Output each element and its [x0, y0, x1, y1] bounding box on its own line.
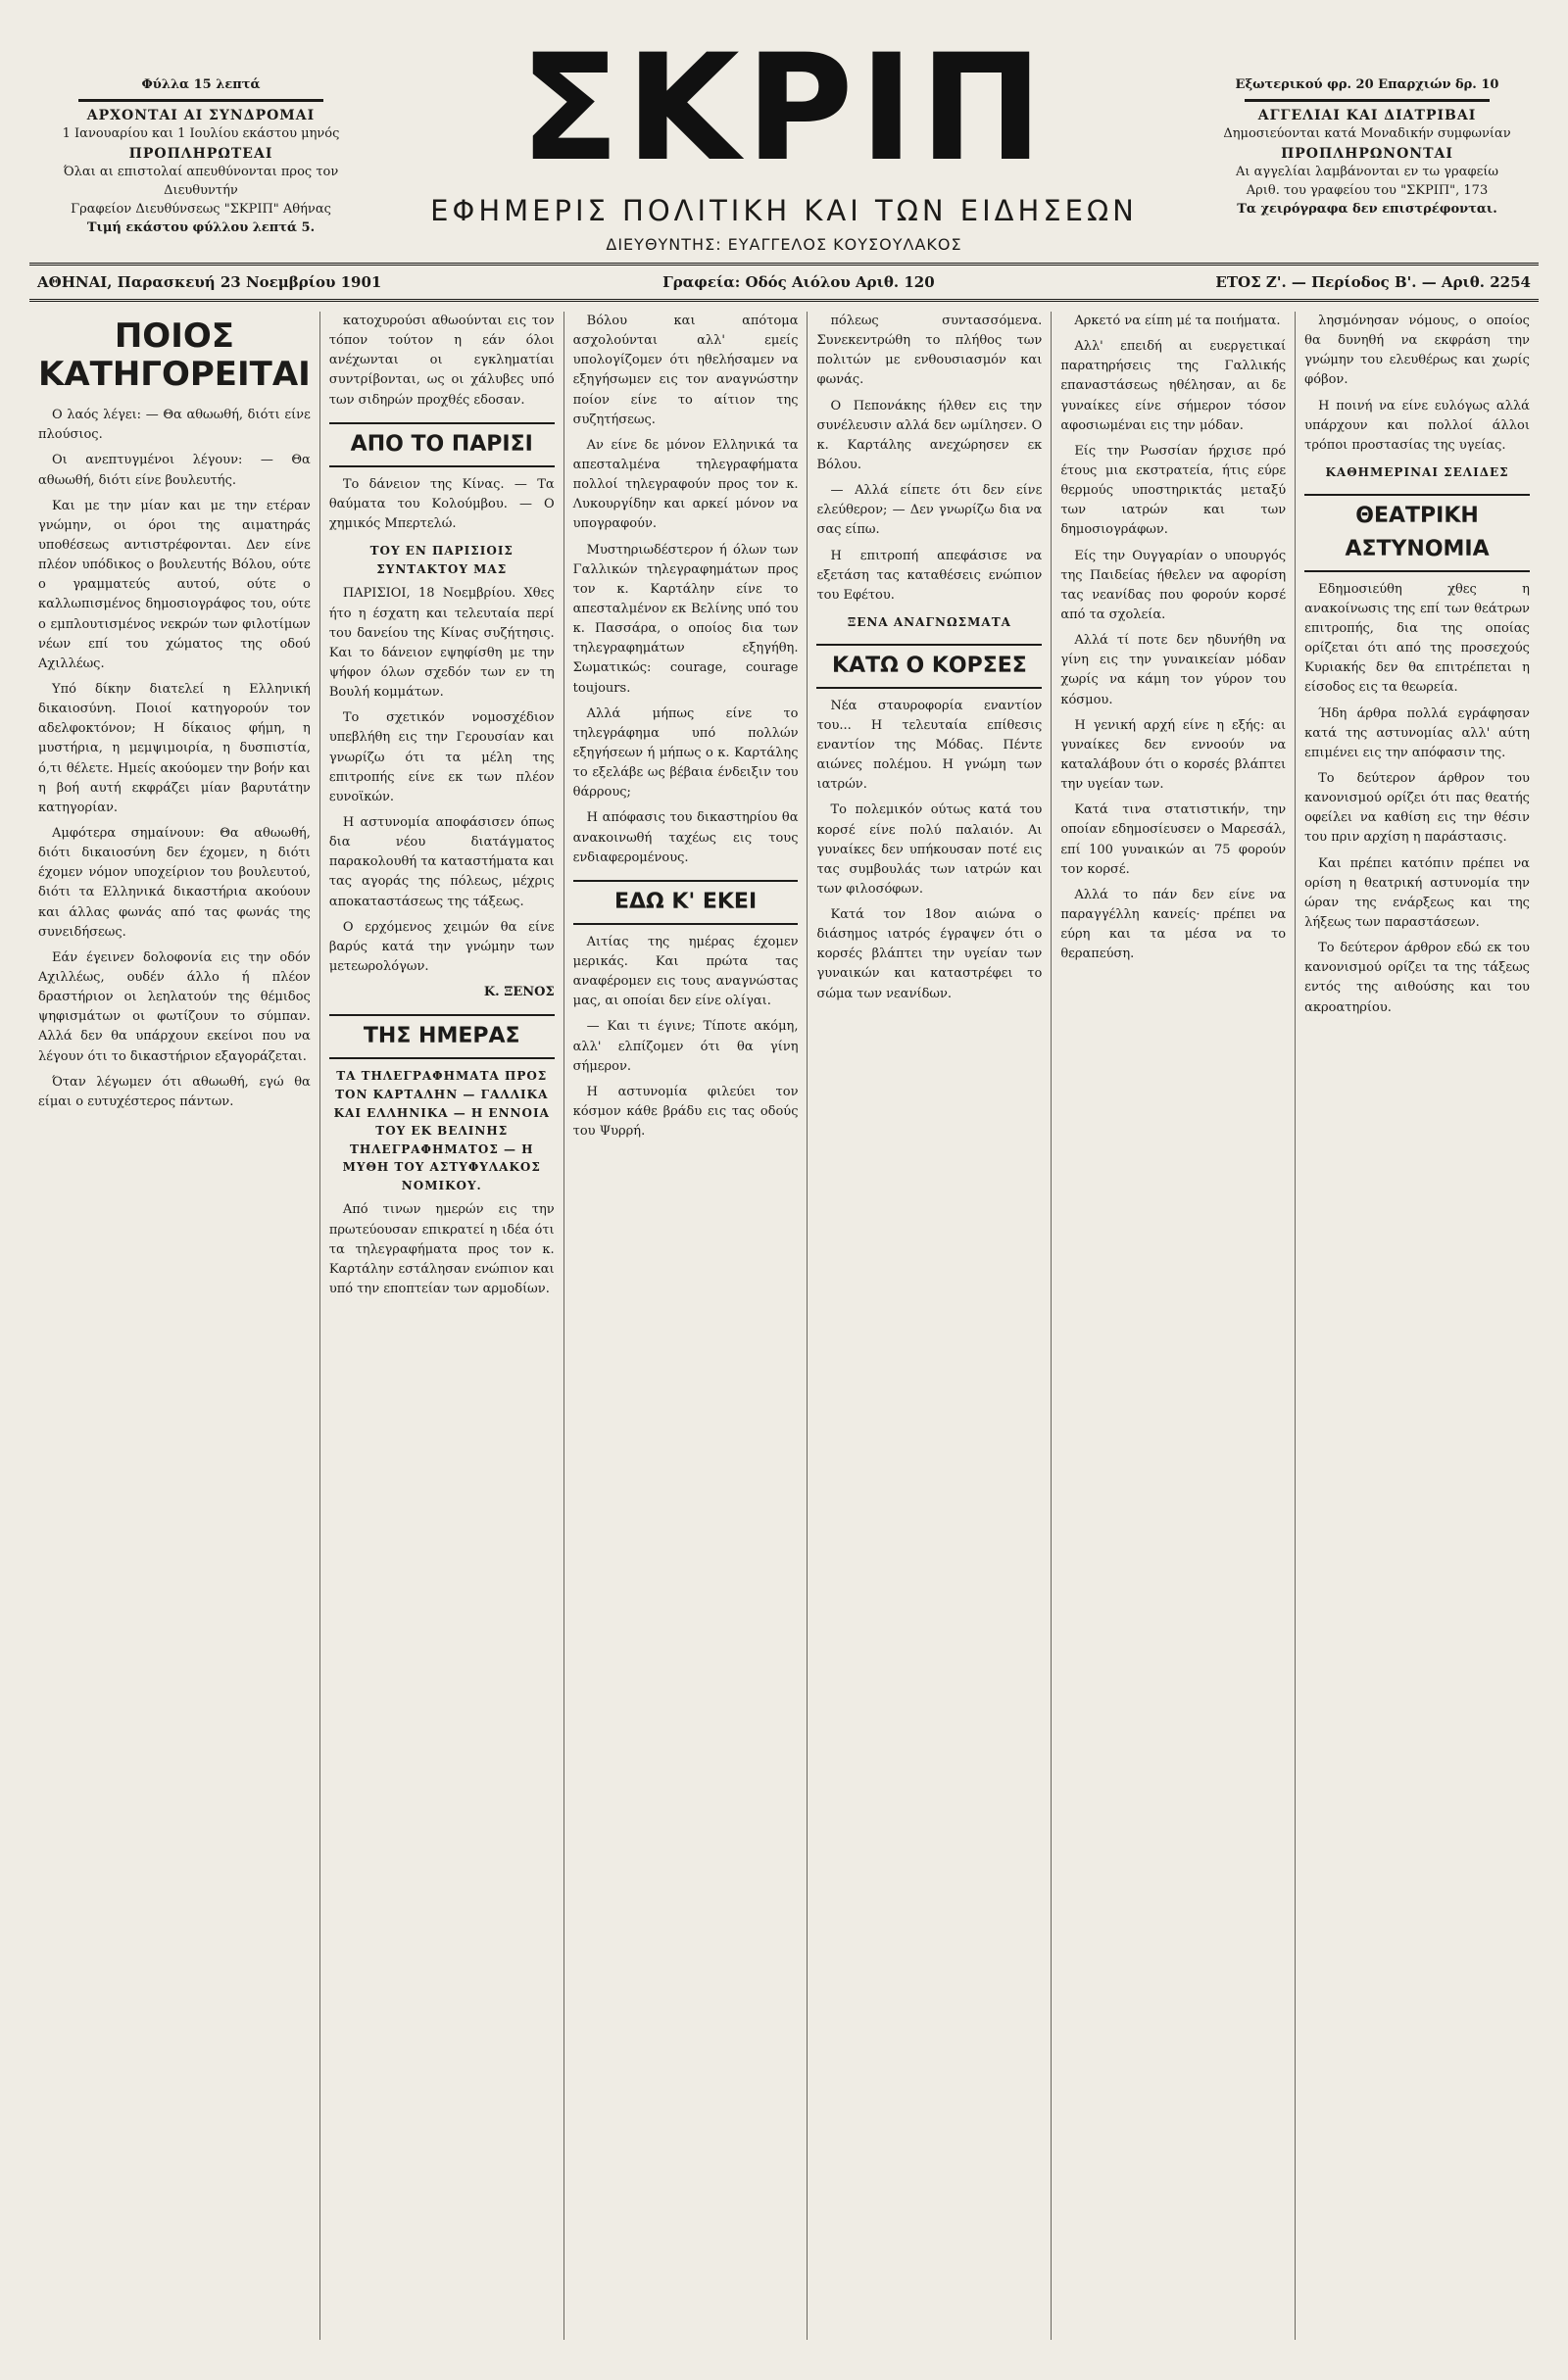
headline-down-with-corset: ΚΑΤΩ Ο ΚΟΡΣΕΣ: [816, 644, 1042, 689]
paragraph: Όταν λέγωμεν ότι αθωωθή, εγώ θα είμαι ο ευτυχέστερος πάντων.: [38, 1074, 311, 1109]
prepaid-label-right: ΠΡΟΠΛΗΡΩΝΟΝΤΑΙ: [1281, 145, 1453, 162]
article-columns: [29, 312, 1539, 2340]
paragraph: — Και τι έγινε; Τίποτε ακόμη, αλλ' ελπίζομεν ότι θα γίνη σήμερον.: [572, 1019, 799, 1074]
paragraph: Και με την μίαν και με την ετέραν γνώμην, οι όροι της αιματηράς υποθέσεως αντιστρέφονται. Δεν είνε πλέον υπόδικος ο βουλευτής Βόλου, ούτε ο γραμματεύς αυτού, ούτε ο καλλωπισμένος δημοσιογράφος του, ούτε ο εμπλουτισμένος νεκρών των φιλοτίμων νέων επί του χώματος της οδού Αχιλλέως.: [38, 498, 311, 671]
paragraph: Η γενική αρχή είνε η εξής: αι γυναίκες δεν εννοούν να καταλάβουν ότι ο κορσές βλάπτει την υγείαν των.: [1060, 717, 1287, 793]
newspaper-page: [29, 18, 1539, 2340]
headline-who-is-accused: ΠΟΙΟΣ ΚΑΤΗΓΟΡΕΙΤΑΙ: [38, 316, 311, 395]
paragraph: Κατά τον 18ον αιώνα ο διάσημος ιατρός έγραψεν ότι ο κορσές βλάπτει την υγείαν των γυναικών και καταστρέφει το σώμα των νεανίδων.: [816, 907, 1043, 1001]
paragraph: Αλλά τί ποτε δεν ηδυνήθη να γίνη εις την γυναικείαν μόδαν χωρίς να κάμη τον γύρον του κόσμου.: [1060, 633, 1287, 707]
column-1: [29, 312, 320, 2340]
paragraph: Το δάνειον της Κίνας. — Τα θαύματα του Κολούμβου. — Ο χημικός Μπερτελώ.: [328, 476, 555, 532]
paragraph: Το δεύτερον άρθρον εδώ εκ του κανονισμού ορίζει τα της τάξεως εντός της αιθούσης και του ακροατηρίου.: [1304, 941, 1530, 1015]
paragraph: Μυστηριωδέστερον ή όλων των Γαλλικών τηλεγραφημάτων προς τον κ. Καρτάλην είνε το απεσταλμένον εκ Βελίνης υπό του κ. Πασσάρα, ο οποίος δια των τηλεγραφημάτων εξηγήθη. Σωματικώς: courage, courage toujours.: [572, 542, 799, 696]
advertising-box: [1205, 76, 1529, 219]
paragraph: Αμφότερα σημαίνουν: Θα αθωωθή, διότι δικαιοσύνη δεν έχομεν, η διότι έχομεν νόμον υποχείριον του βουλευτού, διότι τα Ελληνικά δικαστήρια ακούουν και άλλας φωνάς από τας φωνάς της συνειδήσεως.: [38, 826, 311, 940]
paragraph: Βόλου και απότομα ασχολούνται αλλ' εμείς υπολογίζομεν ότι ηθελήσαμεν να εξηγήσωμεν εις τον αναγνώστην ποίον είνε το αίτιον της συζητήσεως.: [572, 314, 799, 427]
ads-office: Αριθ. του γραφείου του "ΣΚΡΙΠ", 173: [1246, 183, 1489, 199]
issue-number: ΕΤΟΣ Ζ'. — Περίοδος Β'. — Αριθ. 2254: [1215, 273, 1531, 291]
ads-note: Αι αγγελίαι λαμβάνονται εν τω γραφείω: [1235, 165, 1499, 180]
paragraph: Οι ανεπτυγμένοι λέγουν: — Θα αθωωθή, διότι είνε βουλευτής.: [38, 453, 311, 488]
right-price: Εξωτερικού φρ. 20 Επαρχιών δρ. 10: [1235, 77, 1499, 92]
paragraph: Αρκετό να είπη μέ τα ποιήματα.: [1074, 314, 1281, 328]
ads-heading: ΑΓΓΕΛΙΑΙ ΚΑΙ ΔΙΑΤΡΙΒΑΙ: [1257, 107, 1477, 123]
paragraph: Υπό δίκην διατελεί η Ελληνική δικαιοσύνη. Ποιοί κατηγορούν τον αδελφοκτόνον; Η δίκαιος φήμη, η μυστήρια, η μεμψιμοιρία, η δυσπιστία, ό,τι θέλετε. Ημείς ακούομεν την βοήν και η βοή αυτή εκφράζει μίαν βαρυτάτην κατηγορίαν.: [38, 682, 311, 815]
headline-from-paris: ΑΠΟ ΤΟ ΠΑΡΙΣΙ: [329, 422, 555, 467]
paragraph: Αλλ' επειδή αι ευεργετικαί παρατηρήσεις της Γαλλικής επαναστάσεως ηθέλησαν, αι δε γυναίκες είνε σήμερον τόσον αφοσιωμέναι εις την μόδαν.: [1060, 339, 1287, 433]
section-foreign-readings: ΞΕΝΑ ΑΝΑΓΝΩΣΜΑΤΑ: [847, 614, 1011, 629]
subheadline: ΤΑ ΤΗΛΕΓΡΑΦΗΜΑΤΑ ΠΡΟΣ ΤΟΝ ΚΑΡΤΑΛΗΝ — ΓΑΛΛΙΚΑ ΚΑΙ ΕΛΛΗΝΙΚΑ — Η ΕΝΝΟΙΑ ΤΟΥ ΕΚ ΒΕΛΙΝΗΣ ΤΗΛΕΓΡΑΦΗΜΑΤΟΣ — Η ΜΥΘΗ ΤΟΥ ΑΣΤΥΦΥΛΑΚΟΣ ΝΟΜΙΚΟΥ.: [333, 1069, 550, 1192]
correspondent-label: ΤΟΥ ΕΝ ΠΑΡΙΣΙΟΙΣ ΣΥΝΤΑΚΤΟΥ ΜΑΣ: [369, 544, 514, 576]
paragraph: Αλλά το πάν δεν είνε να παραγγέλλη κανείς· πρέπει να εύρη και τα μέσα να το θεραπεύση.: [1060, 887, 1287, 962]
prepaid-label: ΠΡΟΠΛΗΡΩΤΕΑΙ: [128, 145, 273, 162]
paragraph: — Αλλά είπετε ότι δεν είνε ελεύθερον; — Δεν γνωρίζω δια να σας είπω.: [816, 483, 1043, 538]
ads-text: Δημοσιεύονται κατά Μοναδικήν συμφωνίαν: [1223, 126, 1511, 142]
paragraph: Νέα σταυροφορία εναντίον του... Η τελευταία επίθεσις εναντίον της Μόδας. Πέντε αιώνες πολέμου. Η γνώμη των ιατρών.: [816, 698, 1043, 793]
paragraph: Το σχετικόν νομοσχέδιον υπεβλήθη εις την Γερουσίαν και γνωρίζω ότι τα μέλη της επιτροπής είνε εκ των πλέον ευνοϊκών.: [328, 710, 555, 804]
paragraph: Ήδη άρθρα πολλά εγράφησαν κατά της αστυνομίας αλλ' αύτη επιμένει εις την απόφασιν της.: [1304, 705, 1530, 760]
paragraph: Κατά τινα στατιστικήν, την οποίαν εδημοσίευσεν ο Μαρεσάλ, επί 100 γυναικών αι 75 φορούν τον κορσέ.: [1060, 802, 1287, 877]
paragraph: Ο Πεπονάκης ήλθεν εις την συνέλευσιν αλλά δεν ωμίλησεν. Ο κ. Καρτάλης ανεχώρησεν εκ Βόλου.: [816, 398, 1043, 472]
paragraph: λησμόνησαν νόμους, ο οποίος θα δυνηθή να εκφράση την γνώμην του ελευθέρως και χωρίς φόβον.: [1304, 314, 1530, 388]
column-3: [564, 312, 808, 2340]
paragraph: Η αστυνομία αποφάσισεν όπως δια νέου διατάγματος παρακολουθή τα καταστήματα και τας αγοράς της πόλεως, μέχρις αποκαταστάσεως της τάξεως.: [328, 814, 555, 909]
headline-theatre-police: ΘΕΑΤΡΙΚΗ ΑΣΤΥΝΟΜΙΑ: [1304, 494, 1530, 572]
paragraph: Το δεύτερον άρθρον του κανονισμού ορίζει ότι πας θεατής οφείλει να καθίση εις την θέσιν του πριν αρχίση η παράστασις.: [1304, 771, 1530, 846]
paragraph: κατοχυρούσι αθωούνται εις τον τόπον τούτον η εάν όλοι ανέχωνται οι εγκληματίαι συντρίβονται, ως οι χάλυβες υπό των σιδηρών προχθές εδοσαν.: [328, 314, 555, 408]
paragraph: πόλεως συντασσόμενα. Συνεκεντρώθη το πλήθος των πολιτών με ενθουσιασμόν και φωνάς.: [816, 314, 1043, 388]
paragraph: Είς την Ουγγαρίαν ο υπουργός της Παιδείας ήθελεν να αφορίση τας νεανίδας που φορούν κορσέ από τα σχολεία.: [1060, 548, 1287, 622]
paragraph: Ο λαός λέγει: — Θα αθωωθή, διότι είνε πλούσιος.: [38, 408, 311, 443]
paragraph: Το πολεμικόν ούτως κατά του κορσέ είνε πολύ παλαιόν. Αι γυναίκες δεν υπήκουσαν ποτέ εις τας συμβουλάς των ιατρών και των φιλοσόφων.: [816, 802, 1043, 897]
divider: [78, 99, 323, 102]
headline-here-and-there: ΕΔΩ Κ' ΕΚΕΙ: [573, 880, 799, 925]
divider: [1245, 99, 1490, 102]
dateline-bar: [29, 263, 1539, 302]
paragraph: Η απόφασις του δικαστηρίου θα ανακοινωθή ταχέως εις τους ενδιαφερομένους.: [572, 810, 799, 865]
paragraph: Αλλά μήπως είνε το τηλεγράφημα υπό πολλών εξηγήσεων ή μήπως ο κ. Καρτάλης το εξελάβε ως βέβαια ένδειξιν του θάρρους;: [572, 705, 799, 801]
newspaper-subtitle: ΕΦΗΜΕΡΙΣ ΠΟΛΙΤΙΚΗ ΚΑΙ ΤΩΝ ΕΙΔΗΣΕΩΝ: [430, 194, 1138, 227]
subscriptions-heading: ΑΡΧΟΝΤΑΙ ΑΙ ΣΥΝΔΡΟΜΑΙ: [86, 107, 316, 123]
office-address: Γραφεία: Οδός Αιόλου Αριθ. 120: [662, 273, 935, 291]
single-issue-price: Τιμή εκάστου φύλλου λεπτά 5.: [86, 219, 316, 235]
paragraph: ΠΑΡΙΣΙΟΙ, 18 Νοεμβρίου. Χθες ήτο η έσχατη και τελευταία περί του δανείου της Κίνας συζήτησις. Και το δάνειον εψηφίσθη με την ψήφον όλων σχεδόν των εν τη Βουλή κομμάτων.: [328, 586, 555, 701]
paragraph: Αιτίας της ημέρας έχομεν μερικάς. Και πρώτα τας αναφέρομεν εις τους αναγνώστας μας, αι οποίαι δεν είνε ολίγαι.: [572, 934, 799, 1009]
paragraph: Είς την Ρωσσίαν ήρχισε πρό έτους μια εκστρατεία, ήτις εύρε θερμούς υποστηρικτάς μεταξύ των ιατρών και των δημοσιογράφων.: [1060, 443, 1287, 538]
column-5: [1052, 312, 1296, 2340]
column-6: [1296, 312, 1539, 2340]
headline-of-the-day: ΤΗΣ ΗΜΕΡΑΣ: [329, 1014, 555, 1059]
director-line: ΔΙΕΥΘΥΝΤΗΣ: ΕΥΑΓΓΕΛΟΣ ΚΟΥΣΟΥΛΑΚΟΣ: [606, 235, 962, 254]
left-price: Φύλλα 15 λεπτά: [141, 77, 261, 92]
paragraph: Ο ερχόμενος χειμών θα είνε βαρύς κατά την γνώμην των μετεωρολόγων.: [328, 919, 555, 974]
letters-note: Όλαι αι επιστολαί απευθύνονται προς τον Διευθυντήν: [63, 165, 339, 199]
paragraph: Η επιτροπή απεφάσισε να εξετάση τας καταθέσεις ενώπιον του Εφέτου.: [816, 548, 1043, 603]
author-signature: Κ. ΞΕΝΟΣ: [483, 985, 555, 1000]
manuscripts-note: Τα χειρόγραφα δεν επιστρέφονται.: [1237, 201, 1497, 217]
section-daily-pages: ΚΑΘΗΜΕΡΙΝΑΙ ΣΕΛΙΔΕΣ: [1325, 464, 1509, 479]
paragraph: Και πρέπει κατόπιν πρέπει να ορίση η θεατρική αστυνομία την ώραν της ενάρξεως και της λήξεως των παραστάσεων.: [1304, 855, 1530, 931]
subscriptions-text: 1 Ιανουαρίου και 1 Ιουλίου εκάστου μηνός: [62, 126, 340, 142]
column-4: [808, 312, 1052, 2340]
subscription-box: [39, 76, 363, 238]
paragraph: Η ποινή να είνε ευλόγως αλλά υπάρχουν και πολλοί άλλοι τρόποι προστασίας της υγείας.: [1304, 398, 1530, 453]
paragraph: Εάν έγεινεν δολοφονία εις την οδόν Αχιλλέως, ουδέν άλλο ή πλέον δραστήριον οι λεηλατούν της θέμιδος ψηφισμάτων οι φωτίζουν το σύμπαν. Αλλά δεν θα υπάρχουν εκείνοι που να λέγουν ότι το δικαστήριον εξαγοράζεται.: [38, 949, 311, 1064]
paragraph: Η αστυνομία φιλεύει τον κόσμον κάθε βράδυ εις τας οδούς του Ψυρρή.: [572, 1084, 799, 1140]
paragraph: Εδημοσιεύθη χθες η ανακοίνωσις της επί των θεάτρων επιτροπής, δια της οποίας ορίζεται ότι από της προσεχούς Κυριακής δεν θα επιτρέπεται η είσοδος εις τα θεωρεία.: [1304, 581, 1530, 696]
newspaper-logo: ΣΚΡΙΠ: [519, 24, 1049, 194]
column-2: [320, 312, 564, 2340]
paragraph: Από τινων ημερών εις την πρωτεύουσαν επικρατεί η ιδέα ότι τα τηλεγραφήματα προς τον κ. Καρτάλην εστάλησαν ενώπιον και υπό την εποπτείαν των αρμοδίων.: [328, 1202, 555, 1297]
paragraph: Αν είνε δε μόνον Ελληνικά τα απεσταλμένα τηλεγραφήματα πολλοί τηλεγραφούν προς τον κ. Λυκουργίδην και αρκεί μόνον να υπογραφούν.: [572, 437, 799, 532]
issue-date: ΑΘΗΝΑΙ, Παρασκευή 23 Νοεμβρίου 1901: [37, 273, 382, 291]
office-note: Γραφείον Διευθύνσεως "ΣΚΡΙΠ" Αθήνας: [71, 201, 331, 217]
